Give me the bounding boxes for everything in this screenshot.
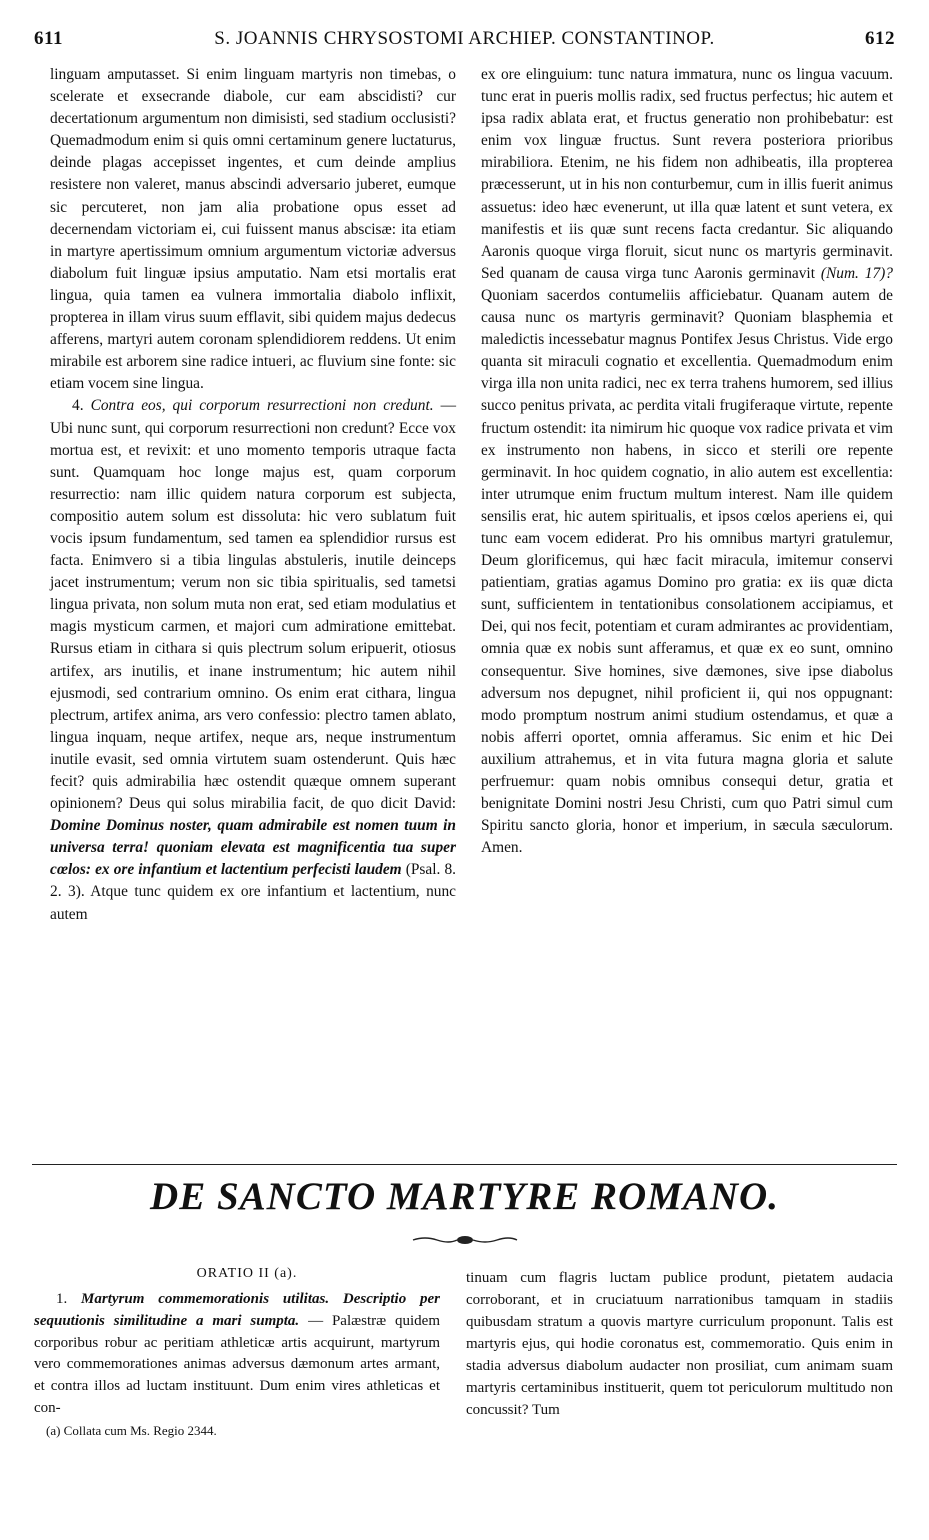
column-left [50, 64, 456, 926]
scripture-reference: (Num. 17)? [820, 264, 893, 282]
column-bottom-left [34, 1289, 440, 1440]
paragraph: tinuam cum flagris luctam publice produnt, pietatem audacia corroborant, et in cruciatuum narrationibus tamquam in stadiis quibusdam stratum a quovis martyre curriculum proponunt. Talis est martyris ejus, qui hodie coronatus est, commemoratio. Quis enim in stadia adversus diabolum audacter non prosiliat, cum animam suam martyris certaminibus instituerit, quem tot periculorum multitudo non concussit? Tum [466, 1270, 893, 1418]
paragraph-end: Atque tunc quidem ex ore infantium et lactentium, nunc autem [50, 883, 457, 923]
section-heading: Martyrum commemorationis utilitas. Descriptio per sequutionis similitudine a mari sumpta. [34, 1291, 440, 1329]
section-title: DE SANCTO MARTYRE ROMANO. [150, 1175, 779, 1218]
page-number-left: 611 [34, 28, 63, 49]
paragraph-body: — Ubi nunc sunt, qui corporum resurrectioni non credunt? Ecce vox mortua est, et revixit: et uno momento temporis utraque facta sunt. Quamquam hoc longe majus est, quam corporum resurrectio: nam illic quidem natura corporum est subjecta, compositio autem solum est dissoluta: hic vero sublatum fuit vocis ipsum fundamentum, sed tamen ea splendidior rursus est facta. Enimvero si a tibia lingulas abstuleris, inutile deinceps jacet instrumentum; verum non sic tibia spiritualis, sed tametsi lingua privata, non solum muta non erat, sed etiam modulatius et magis mysticum carmen, et majori cum admiratione emittebat. Rursus etiam in cithara si quis plectrum solum eripuerit, otiosus artifex, ars inutilis, et inane instrumentum; hic autem nihil ejusmodi, sed contrarium omnino. Os enim erat cithara, lingua plectrum, artifex anima, ars vero confessio: plectro tamen ablato, lingua inquam, neque artifex, neque ars, neque instrumentum inutile evasit, sed omnia virtutem suam ostenderunt. Quis hæc fecit? quis admirabilia hæc ostendit quæque omnem superant opinionem? Deus qui solus mirabilia facit, de quo dicit David: [50, 397, 456, 813]
ornament-divider [411, 1233, 519, 1247]
paragraph-section-1 [34, 1289, 440, 1420]
paragraph [481, 64, 893, 859]
paragraph-section-4 [50, 395, 456, 925]
column-right [481, 64, 893, 859]
oratio-heading: ORATIO II (a). [196, 1266, 298, 1281]
paragraph-body: ex ore elinguium: tunc natura immatura, nunc os lingua vacuum. tunc erat in pueris mollis radix, sed fructus perfectus; hic autem et ipsa radix ablata erat, et fructus generatio non prohibebatur: est enim vox linguæ fructus. Sunt revera posteriora prioribus mirabiliora. Etenim, ne his fidem non adhibeatis, illa propterea præcesserunt, ut in his non conturbemur, cum in illis fuerit animus assuetus: ideo hæc evenerunt, ut illa quæ latent et sunt vetera, ex manifestis et iis quæ sunt recens facta credantur. Sic aliquando Aaronis quoque virga floruit, sicut nunc os martyris germinavit. Sed quanam de causa virga tunc Aaronis germinavit [481, 66, 893, 282]
section-divider [32, 1164, 897, 1165]
section-number: 4. [72, 397, 84, 415]
section-heading: Contra eos, qui corporum resurrectioni non credunt. [90, 397, 434, 415]
running-title: S. JOANNIS CHRYSOSTOMI ARCHIEP. CONSTANTINOP. [214, 28, 715, 49]
psalm-quote: Domine Dominus noster, quam admirabile est nomen tuum in universa terra! quoniam elevata est magnificentia tua super cœlos: ex ore infantium et lactentium perfecisti laudem [50, 817, 456, 879]
paragraph-body-continued: Quoniam sacerdos contumeliis afficiebatur. Quanam autem de causa nunc os martyris germinavit? Quoniam blasphemia et maledictis incessebatur magnus Pontifex Jesus Christus. Vide ergo quanta sit miraculi cognatio et excellentia. Quemadmodum enim virga illa non unita radici, nec ex terra trahens humorem, sed illius succo penitus privata, ac perdita vitali frugiferaque virtute, repente fructum ostendit: ita nimirum hic quoque vox radice privata et vim ex instrumento non habens, in sicco et sterili ore repente germinavit. In hoc quidem cognatio, in alio autem est excellentia: inter utrumque enim fructum multum interest. Nam ille quidem sensilis erat, hic autem spiritualis, et ipsos cœlos aperiens ei, qui tunc eam vocem ediderat. Pro his omnibus martyri gratulemur, Deum glorificemus, qui hæc facit miracula, imitemur conservi patientiam, gratias agamus Domino pro gratia: ex iis quæ dicta sunt, sufficientem in tentationibus consolationem accipiamus, et Dei, qui nos fecit, potentiam et curam admirantes ac providentiam, omnia quæ ex nobis sunt afferamus, et quæ ex eo sunt, omnino consequentur. Sive homines, sive dæmones, sive ipse diabolus adversum nos depugnet, nihil proficient ii, qui nos oppugnant: modo promptum nostrum animi studium ostendamus, et quæ a nobis afferri oportet, omnia afferamus. Sic enim et hic Dei auxilium attrahemus, et in vita futura magna gloria et salute perfruemur: quam nobis omnibus consequi detur, gratia et benignitate Domini nostri Jesu Christi, cum quo Patri simul cum Spiritu sancto gloria, honor et imperium, in sæcula sæculorum. Amen. [481, 286, 893, 857]
paragraph-body: — Palæstræ quidem corporibus robur ac peritiam athleticæ artis acquirunt, martyrum vero commemorationes animas adversus dæmonum artes armant, et contra illos ad luctam instituunt. Dum enim vires athleticas et con- [34, 1312, 441, 1416]
scripture-reference: (Psal. 8. 2. 3). [50, 861, 456, 901]
running-header [34, 28, 895, 58]
footnote: (a) Collata cum Ms. Regio 2344. [46, 1422, 217, 1438]
section-number: 1. [56, 1291, 68, 1307]
paragraph: linguam amputasset. Si enim linguam martyris non timebas, o scelerate et exsecrande diabole, cur eam abscidisti? cur decertationum argumentum non dimisisti, sed stadium occlusisti? Quemadmodum enim si quis omni certaminum genere luctaturus, deinde plagas accepisset ingentes, et cum deinde amplius resistere non valeret, manus abscindi adversario juberet, eumque sic percuteret, non jam alia probatione opus esset ad decernendam victoriam ei, cui fuissent manus abscisæ: ita etiam in martyre apertissimum omnium argumentum victoriæ adversus diabolum fuit linguæ ipsius amputatio. Nam etsi mortalis erat lingua, quia tamen ea vulnera immortalia diabolo inflixit, propterea in illam virus suum efflavit, sibi quidem majus dedecus afferens, martyri autem coronam splendidiorem reddens. Ut enim mirabile est arborem sine radice intueri, ac fluvium sine fonte: sic etiam vocem sine lingua. [50, 66, 456, 393]
column-bottom-right [466, 1267, 893, 1421]
page-number-right: 612 [865, 28, 895, 49]
